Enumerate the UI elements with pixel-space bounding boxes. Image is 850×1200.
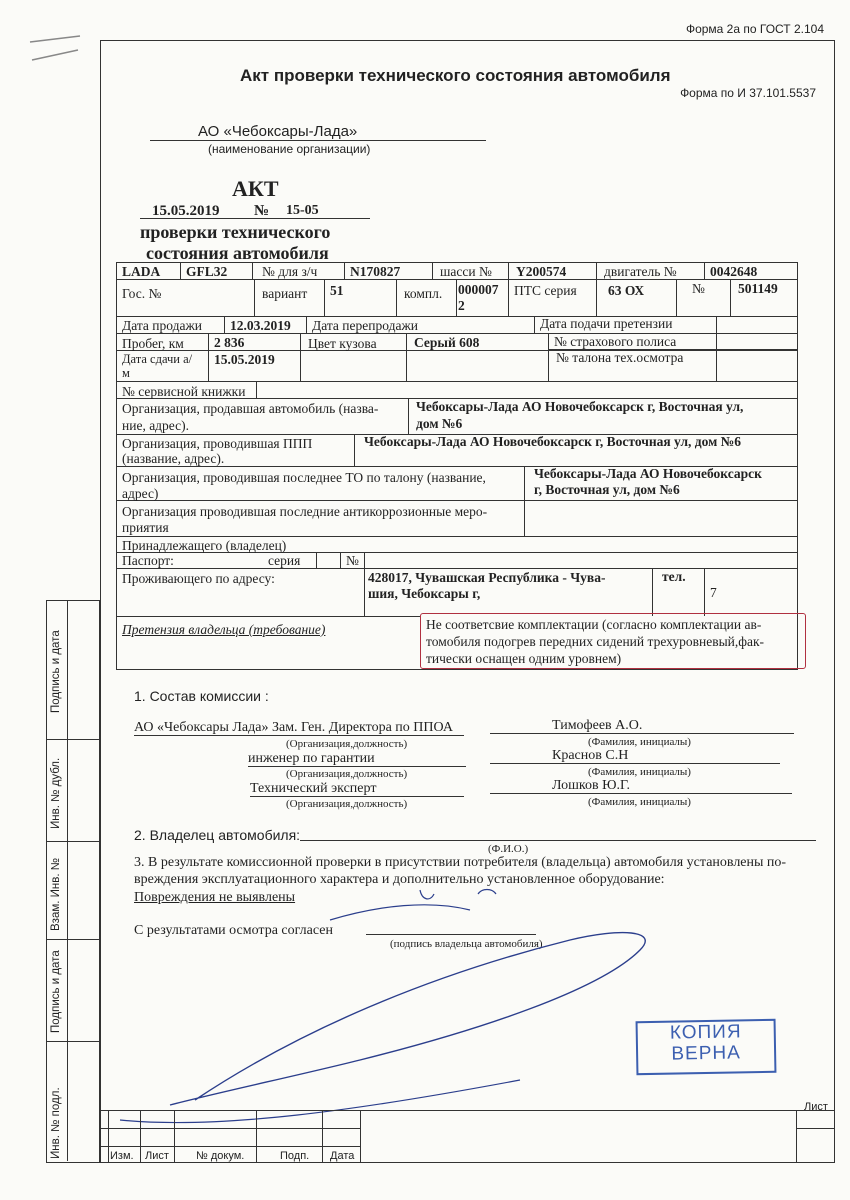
- footer-sign: Подп.: [280, 1150, 310, 1162]
- chassis-label: шасси №: [440, 264, 492, 279]
- act-heading: АКТ: [232, 176, 279, 201]
- member-2-role: инженер по гарантии: [248, 751, 375, 766]
- mileage-value: 2 836: [214, 335, 245, 350]
- member-1-role-caption: (Организация,должность): [286, 738, 408, 750]
- paper-clip-mark: [20, 30, 90, 70]
- pts-label: ПТС серия: [514, 283, 577, 298]
- result-line-2: вреждения эксплуатационного характера и дополнительно установленное оборудование:: [134, 872, 665, 887]
- anticorr-label-2: приятия: [122, 520, 169, 535]
- variant-value: 51: [330, 283, 344, 298]
- body-color-label: Цвет кузова: [308, 336, 377, 351]
- body-color: Серый 608: [414, 335, 480, 350]
- claim-text-1: Не соответсвие комплектации (согласно комплектации ав-: [426, 617, 762, 632]
- kompl-value-1: 000007: [458, 282, 499, 297]
- ppp-value: Чебоксары-Лада АО Новочебоксарск г, Восточная ул, дом №6: [364, 434, 741, 449]
- pts-number: 501149: [738, 281, 778, 296]
- claim-text-3: тически оснащен одним уровнем): [426, 651, 622, 666]
- seller-label-1: Организация, продавшая автомобиль (назва-: [122, 401, 379, 416]
- footer-list: Лист: [145, 1150, 169, 1162]
- act-subtitle-1: проверки технического: [140, 222, 331, 242]
- gos-label: Гос. №: [122, 286, 162, 301]
- handover-date: 15.05.2019: [214, 352, 275, 367]
- commission-heading: 1. Состав комиссии :: [134, 688, 269, 704]
- anticorr-label-1: Организация проводившая последние антикоррозионные меро-: [122, 504, 488, 519]
- member-3-name: Лошков Ю.Г.: [552, 778, 631, 793]
- ppp-label-2: (название, адрес).: [122, 451, 225, 466]
- organization-caption: (наименование организации): [208, 142, 371, 156]
- member-2-name: Краснов С.Н: [552, 748, 629, 763]
- left-sidebar: [46, 600, 100, 1163]
- ppp-label-1: Организация, проводившая ППП: [122, 436, 313, 451]
- member-1-name-caption: (Фамилия, инициалы): [588, 736, 691, 748]
- footer-sheet-label: Лист: [804, 1101, 828, 1113]
- copy-verified-stamp: [636, 1019, 777, 1075]
- vehicle-make: LADA: [122, 264, 161, 279]
- claim-label: Претензия владельца (требование): [122, 622, 326, 637]
- inspection-label: № талона тех.осмотра: [556, 350, 684, 365]
- sidebar-sign-date-2: Подпись и дата: [50, 950, 62, 1033]
- sidebar-dup-no: Инв. № дубл.: [50, 757, 62, 829]
- result-line-1: 3. В результате комиссионной проверки в присутствии потребителя (владельца) автомобиля установлены по-: [134, 855, 787, 870]
- handover-label-2: м: [122, 366, 130, 380]
- resale-date-label: Дата перепродажи: [312, 318, 418, 333]
- chassis-number: Y200574: [516, 264, 567, 279]
- member-1-name: Тимофеев А.О.: [552, 718, 643, 733]
- kompl-value-2: 2: [458, 298, 465, 313]
- handover-label-1: Дата сдачи а/: [122, 352, 193, 366]
- seller-label-2: ние, адрес).: [122, 418, 189, 433]
- owner-caption: (Ф.И.О.): [488, 843, 529, 855]
- member-3-role-caption: (Организация,должность): [286, 798, 408, 810]
- address-label: Проживающего по адресу:: [122, 571, 275, 586]
- form-code-top: Форма 2а по ГОСТ 2.104: [685, 22, 824, 36]
- damage-result: Повреждения не выявлены: [134, 890, 296, 905]
- seller-value-1: Чебоксары-Лада АО Новочебоксарск г, Восточная ул,: [416, 399, 744, 414]
- footer-date: Дата: [330, 1150, 355, 1162]
- member-3-role: Технический эксперт: [250, 781, 377, 796]
- passport-series-label: серия: [268, 553, 301, 568]
- member-2-name-caption: (Фамилия, инициалы): [588, 766, 691, 778]
- to-value-1: Чебоксары-Лада АО Новочебоксарск: [534, 466, 762, 481]
- address-value-2: шия, Чебоксары г,: [368, 586, 481, 601]
- sale-date: 12.03.2019: [230, 318, 291, 333]
- variant-label: вариант: [262, 286, 308, 301]
- tel-value: 7: [710, 585, 717, 600]
- engine-number: 0042648: [710, 264, 758, 279]
- passport-label: Паспорт:: [122, 553, 174, 568]
- organization-name: АО «Чебоксары-Лада»: [198, 123, 358, 140]
- pts-number-label: №: [692, 281, 705, 296]
- claim-text-2: томобиля подогрев передних сидений трехуровневый,фак-: [426, 634, 765, 649]
- act-number: 15-05: [286, 203, 319, 218]
- act-subtitle-2: состояния автомобиля: [146, 243, 329, 263]
- tel-label: тел.: [662, 569, 686, 584]
- sidebar-replace-no: Взам. Инв. №: [50, 857, 62, 931]
- seller-value-2: дом №6: [416, 416, 463, 431]
- owner-heading: 2. Владелец автомобиля:: [134, 827, 301, 843]
- claim-date-label: Дата подачи претензии: [540, 316, 673, 331]
- member-1-role: АО «Чебоксары Лада» Зам. Ген. Директора по ППОА: [134, 720, 454, 735]
- member-2-role-caption: (Организация,должность): [286, 768, 408, 780]
- mileage-label: Пробег, км: [122, 336, 184, 351]
- owner-sign-caption: (подпись владельца автомобиля): [390, 938, 543, 950]
- agree-text: С результатами осмотра согласен: [134, 923, 333, 938]
- service-book-label: № сервисной книжки: [122, 384, 246, 399]
- member-3-name-caption: (Фамилия, инициалы): [588, 796, 691, 808]
- zch-number: N170827: [350, 264, 401, 279]
- owner-label: Принадлежащего (владелец): [122, 538, 287, 553]
- engine-label: двигатель №: [604, 264, 677, 279]
- to-label-2: адрес): [122, 486, 159, 501]
- address-value-1: 428017, Чувашская Республика - Чува-: [368, 570, 606, 585]
- insurance-label: № страхового полиса: [554, 334, 677, 349]
- kompl-label: компл.: [404, 286, 443, 301]
- sale-date-label: Дата продажи: [122, 318, 203, 333]
- to-label-1: Организация, проводившая последнее ТО по талону (название,: [122, 470, 486, 485]
- passport-number-label: №: [346, 553, 359, 568]
- act-date: 15.05.2019: [152, 203, 220, 219]
- vehicle-model: GFL32: [186, 264, 228, 279]
- to-value-2: г, Восточная ул, дом №6: [534, 482, 680, 497]
- pts-series: 63 ОХ: [608, 283, 645, 298]
- footer-doc-no: № докум.: [196, 1150, 245, 1162]
- stamp-line-1: КОПИЯ: [669, 1021, 742, 1044]
- page-title: Акт проверки технического состояния автомобиля: [240, 66, 671, 85]
- footer-izm: Изм.: [110, 1150, 134, 1162]
- zch-label: № для з/ч: [262, 264, 318, 279]
- stamp-line-2: ВЕРНА: [671, 1042, 741, 1065]
- act-number-label: №: [254, 203, 270, 219]
- form-code-sub: Форма по И 37.101.5537: [680, 86, 816, 100]
- sidebar-sign-date-1: Подпись и дата: [50, 630, 62, 713]
- sidebar-orig-no: Инв. № подл.: [50, 1087, 62, 1159]
